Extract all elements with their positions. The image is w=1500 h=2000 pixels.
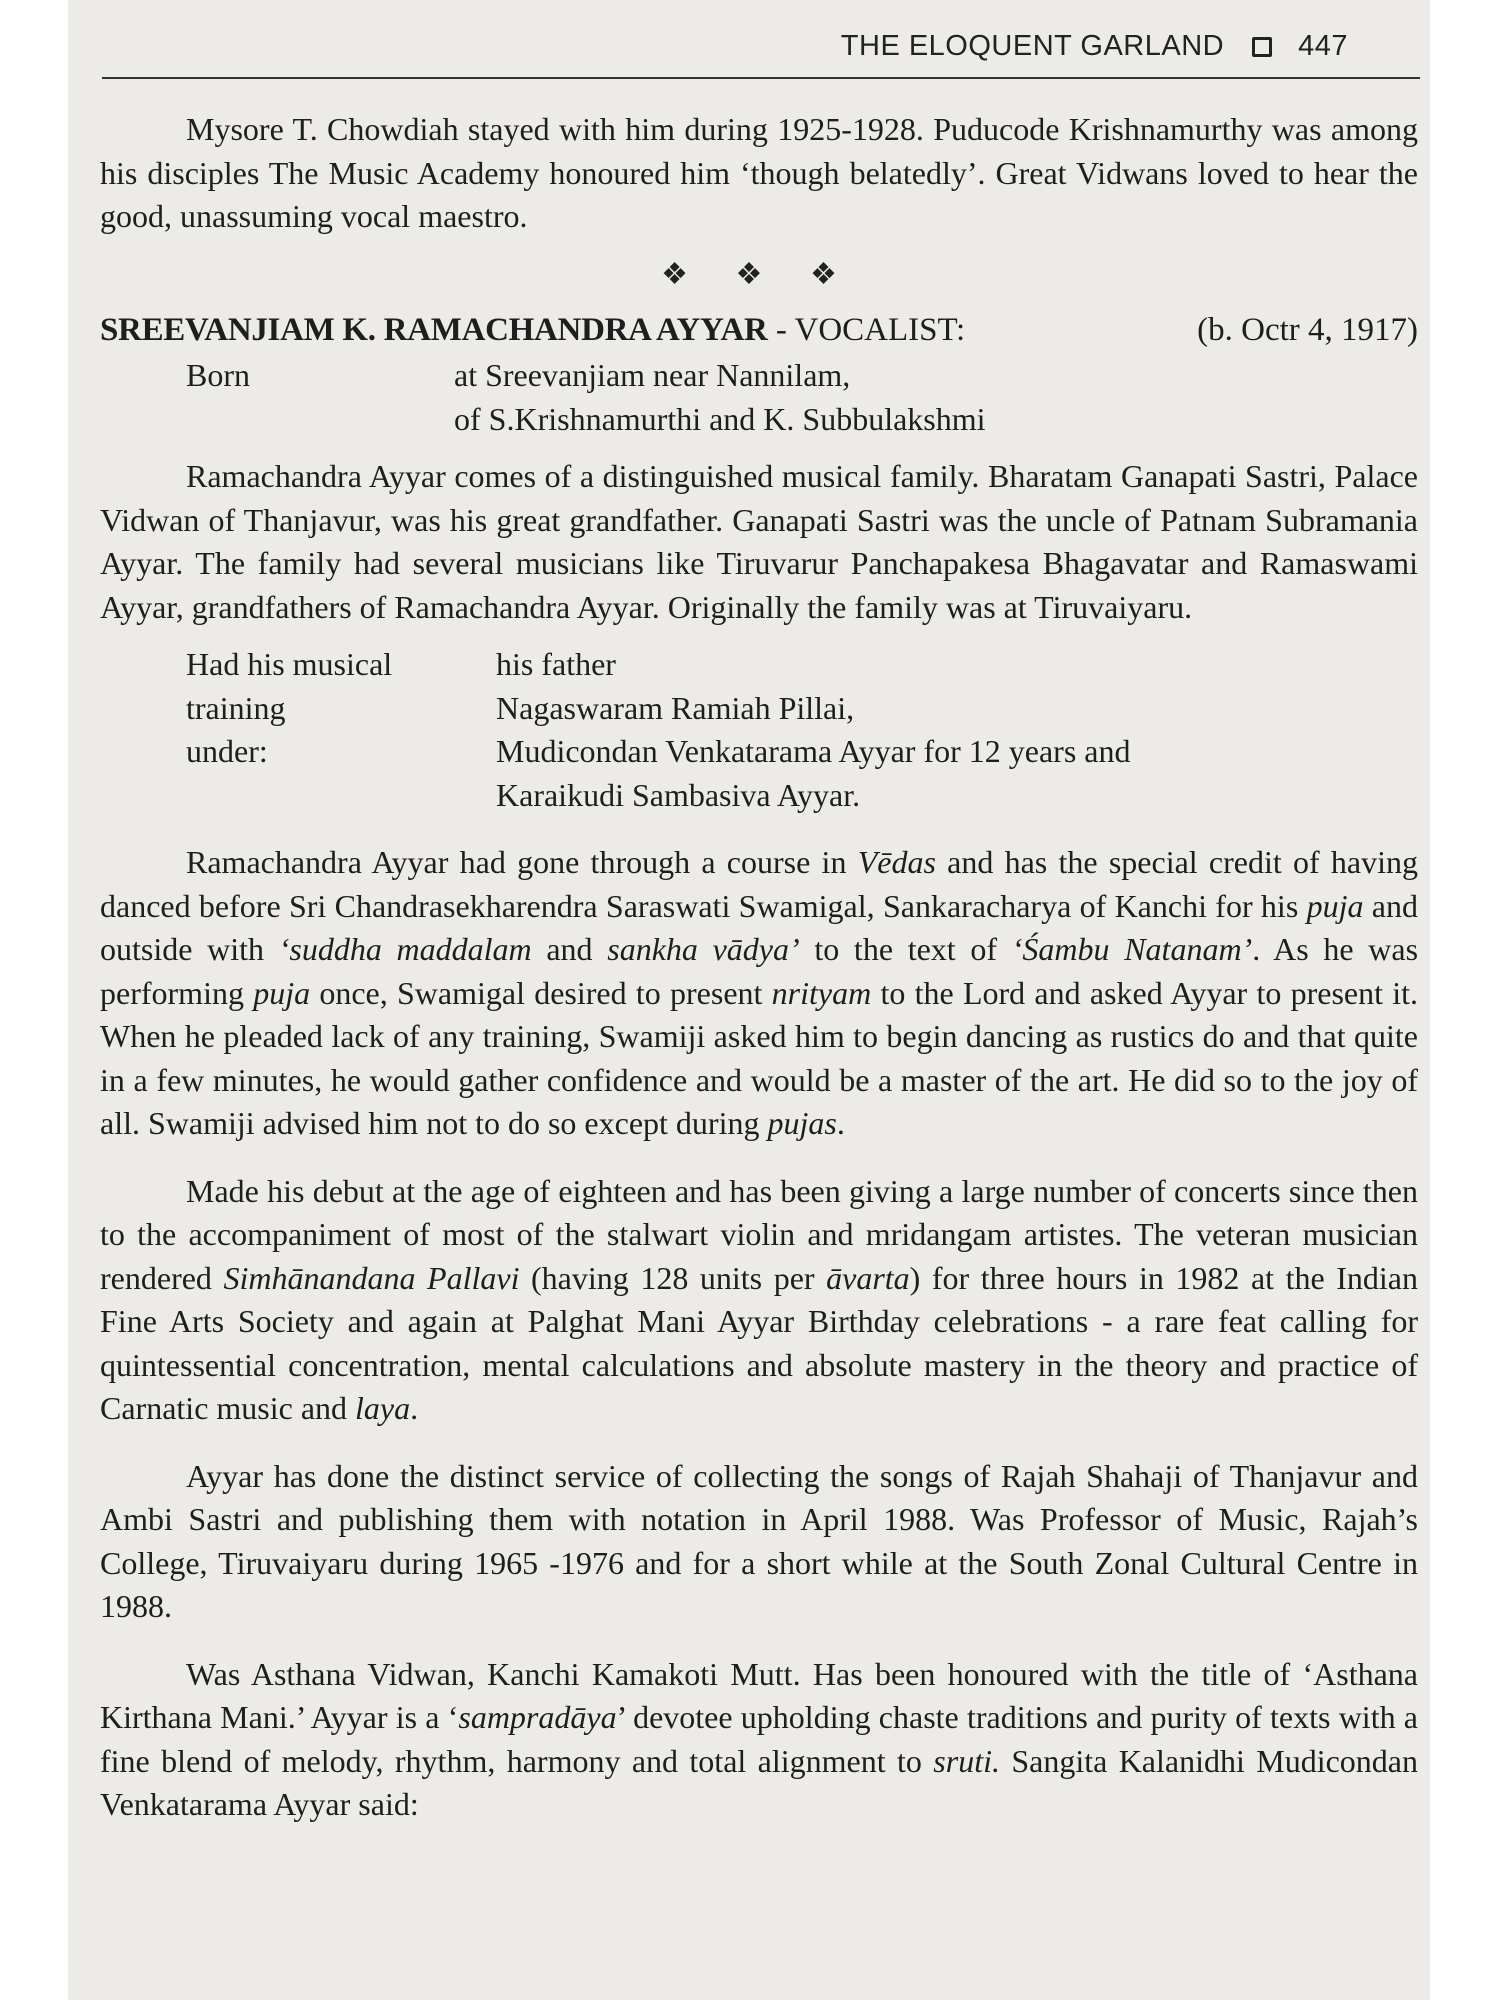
born-line: of S.Krishnamurthi and K. Subbulakshmi bbox=[454, 400, 986, 437]
page-margin bbox=[1430, 0, 1500, 2000]
training-label: Had his musical training bbox=[186, 646, 393, 726]
entry-role: - VOCALIST: bbox=[767, 312, 966, 348]
born-label: Born bbox=[186, 357, 250, 393]
teacher-item: Karaikudi Sambasiva Ayyar. bbox=[496, 776, 861, 813]
running-title: THE ELOQUENT GARLAND bbox=[840, 30, 1225, 62]
debut-paragraph: Made his debut at the age of eighteen and has been giving a large number of concerts since then to the accompaniment of most of the stalwart violin and mridangam artistes. The veteran musician rendered Simhānandana Pallavi (having 128 units per āvarta) for three hours in 1982 at the Indian Fine Arts Society and again at Palghat Mani Ayyar Birthday celebrations - a rare feat calling for quintessential concentration, mental calculations and absolute mastery in the theory and practice of Carnatic music and laya. bbox=[100, 1172, 1419, 1426]
square-box-icon bbox=[1252, 37, 1272, 57]
page-number: 447 bbox=[1298, 30, 1348, 62]
born-line: at Sreevanjiam near Nannilam, bbox=[454, 357, 851, 393]
family-paragraph: Ramachandra Ayyar comes of a distinguished musical family. Bharatam Ganapati Sastri, Palace Vidwan of Thanjavur, was his great grandfather. Ganapati Sastri was the uncle of Patnam Subramania Ayyar. The family had several musicians like Tiruvarur Panchapakesa Bhagavatar and Ramaswami Ayyar, grandfathers of Ramachandra Ayyar. Originally the family was at Tiruvaiyaru. bbox=[100, 458, 1418, 625]
entry-heading bbox=[100, 306, 1418, 354]
service-paragraph: Ayyar has done the distinct service of collecting the songs of Rajah Shahaji of Thanjavur and Ambi Sastri and publishing them with notation in April 1988. Was Professor of Music, Rajah’s College, Tiruvaiyaru during 1965 -1976 and for a short while at the South Zonal Cultural Centre in 1988. bbox=[100, 1457, 1418, 1624]
training-label: under: bbox=[186, 733, 268, 769]
entry-birth: (b. Octr 4, 1917) bbox=[1197, 312, 1418, 348]
training-block bbox=[100, 643, 1418, 817]
intro-paragraph: Mysore T. Chowdiah stayed with him during 1925-1928. Puducode Krishnamurthy was among his disciples The Music Academy honoured him ‘though belatedly’. Great Vidwans loved to hear the good, unassuming vocal maestro. bbox=[100, 111, 1418, 234]
honours-paragraph: Was Asthana Vidwan, Kanchi Kamakoti Mutt. Has been honoured with the title of ‘Asthana Kirthana Mani.’ Ayyar is a ‘sampradāya’ devotee upholding chaste traditions and purity of texts with a fine blend of melody, rhythm, harmony and total alignment to sruti. Sangita Kalanidhi Mudicondan Venkatarama Ayyar said: bbox=[100, 1655, 1419, 1822]
teacher-item: his father bbox=[496, 646, 616, 682]
running-header bbox=[841, 30, 1348, 63]
page-body bbox=[100, 108, 1418, 1827]
teacher-item: Nagaswaram Ramiah Pillai, bbox=[496, 689, 855, 726]
section-separator: ❖ ❖ ❖ bbox=[661, 257, 857, 291]
header-rule bbox=[102, 77, 1420, 79]
entry-name: SREEVANJIAM K. RAMACHANDRA AYYAR bbox=[100, 312, 768, 348]
born-block bbox=[100, 354, 1418, 441]
dance-paragraph: Ramachandra Ayyar had gone through a course in Vēdas and has the special credit of having danced before Sri Chandrasekharendra Saraswati Swamigal, Sankaracharya of Kanchi for his puja and outside with ‘suddha maddalam and sankha vādya’ to the text of ‘Śambu Natanam’. As he was performing puja once, Swamigal desired to present nrityam to the Lord and asked Ayyar to present it. When he pleaded lack of any training, Swamiji asked him to begin dancing as rustics do and that quite in a few minutes, he would gather confidence and would be a master of the art. He did so to the joy of all. Swamiji advised him not to do so except during pujas. bbox=[100, 844, 1419, 1141]
teacher-item: Mudicondan Venkatarama Ayyar for 12 years and bbox=[496, 733, 1131, 769]
